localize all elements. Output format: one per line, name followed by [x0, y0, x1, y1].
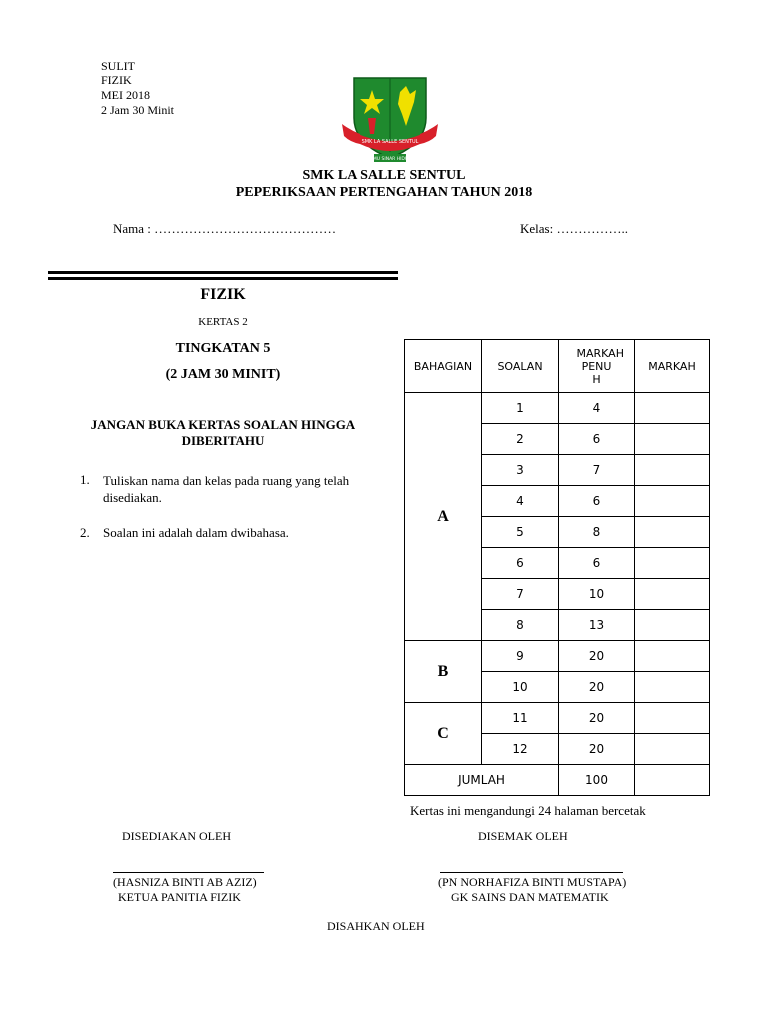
nama-field: Nama : ……………………………………: [113, 221, 337, 236]
soalan-cell: 11: [482, 703, 559, 734]
instruction-1-number: 1.: [80, 472, 90, 487]
school-crest-logo: [340, 74, 440, 166]
table-header-row: [405, 340, 710, 393]
markah-cell[interactable]: [635, 393, 710, 424]
jumlah-markah-cell[interactable]: [635, 765, 710, 796]
markah-cell[interactable]: [635, 548, 710, 579]
penuh-cell: 20: [559, 672, 635, 703]
penuh-cell: 20: [559, 641, 635, 672]
checker-name: (PN NORHAFIZA BINTI MUSTAPA): [438, 875, 627, 889]
school-name: SMK LA SALLE SENTUL: [302, 168, 466, 183]
table-row: [405, 393, 710, 424]
instruction-2-text: Soalan ini adalah dalam dwibahasa.: [103, 525, 289, 540]
markah-cell[interactable]: [635, 424, 710, 455]
header-subject: FIZIK: [101, 73, 132, 87]
section-b: B: [405, 641, 482, 703]
markah-cell[interactable]: [635, 734, 710, 765]
header-markah-penuh: [559, 340, 635, 393]
penuh-cell: 6: [559, 548, 635, 579]
jumlah-row: [405, 765, 710, 796]
header-bahagian: BAHAGIAN: [405, 340, 482, 393]
penuh-cell: 20: [559, 734, 635, 765]
soalan-cell: 4: [482, 486, 559, 517]
pages-note: Kertas ini mengandungi 24 halaman bercetak: [410, 803, 646, 818]
crest-motto-text: ILMU SINAR HIDUP: [369, 157, 411, 162]
soalan-cell: 6: [482, 548, 559, 579]
double-rule-top: [48, 271, 398, 274]
preparer-signature-line: [113, 872, 264, 873]
header-soalan: SOALAN: [482, 340, 559, 393]
soalan-cell: 7: [482, 579, 559, 610]
soalan-cell: 2: [482, 424, 559, 455]
header-sulit: SULIT: [101, 59, 135, 73]
penuh-cell: 4: [559, 393, 635, 424]
markah-cell[interactable]: [635, 455, 710, 486]
double-rule-bottom: [48, 277, 398, 280]
section-a: A: [405, 393, 482, 641]
penuh-cell: 10: [559, 579, 635, 610]
markah-cell[interactable]: [635, 641, 710, 672]
checked-by-label: DISEMAK OLEH: [478, 829, 568, 843]
paper-subject: FIZIK: [200, 286, 246, 303]
header-markah-penuh-label: MARKAH PENU H: [576, 346, 624, 386]
header-duration: 2 Jam 30 Minit: [101, 103, 175, 117]
penuh-cell: 13: [559, 610, 635, 641]
paper-kertas: KERTAS 2: [198, 316, 248, 328]
instruction-2-number: 2.: [80, 525, 90, 540]
penuh-cell: 8: [559, 517, 635, 548]
crest-banner-text: SMK LA SALLE SENTUL: [361, 139, 419, 145]
checker-signature-line: [440, 872, 623, 873]
prepared-by-label: DISEDIAKAN OLEH: [122, 829, 231, 843]
preparer-name: (HASNIZA BINTI AB AZIZ): [113, 875, 257, 889]
warning-text: JANGAN BUKA KERTAS SOALAN HINGGA DIBERITAHU: [90, 417, 356, 448]
soalan-cell: 1: [482, 393, 559, 424]
header-date: MEI 2018: [101, 88, 150, 102]
instruction-1-text: Tuliskan nama dan kelas pada ruang yang telah disediakan.: [103, 473, 350, 505]
table-row: [405, 703, 710, 734]
table-row: [405, 641, 710, 672]
soalan-cell: 3: [482, 455, 559, 486]
preparer-role: KETUA PANITIA FIZIK: [118, 890, 241, 904]
approved-by-label: DISAHKAN OLEH: [327, 919, 425, 933]
soalan-cell: 12: [482, 734, 559, 765]
header-markah: MARKAH: [635, 340, 710, 393]
section-c: C: [405, 703, 482, 765]
paper-duration: (2 JAM 30 MINIT): [165, 367, 281, 382]
penuh-cell: 6: [559, 486, 635, 517]
soalan-cell: 8: [482, 610, 559, 641]
markah-cell[interactable]: [635, 579, 710, 610]
exam-name: PEPERIKSAAN PERTENGAHAN TAHUN 2018: [235, 185, 533, 200]
jumlah-value: 100: [559, 765, 635, 796]
soalan-cell: 5: [482, 517, 559, 548]
markah-cell[interactable]: [635, 517, 710, 548]
jumlah-label: JUMLAH: [405, 765, 559, 796]
soalan-cell: 10: [482, 672, 559, 703]
marks-table: [404, 339, 710, 796]
kelas-field: Kelas: ……………..: [520, 221, 628, 236]
penuh-cell: 20: [559, 703, 635, 734]
markah-cell[interactable]: [635, 672, 710, 703]
soalan-cell: 9: [482, 641, 559, 672]
markah-cell[interactable]: [635, 486, 710, 517]
penuh-cell: 6: [559, 424, 635, 455]
markah-cell[interactable]: [635, 703, 710, 734]
checker-role: GK SAINS DAN MATEMATIK: [451, 890, 609, 904]
paper-tingkatan: TINGKATAN 5: [175, 341, 271, 356]
penuh-cell: 7: [559, 455, 635, 486]
markah-cell[interactable]: [635, 610, 710, 641]
